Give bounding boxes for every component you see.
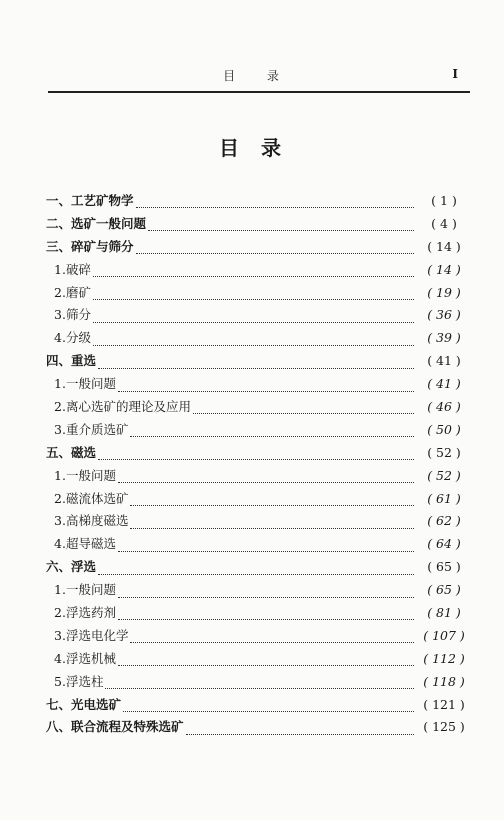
toc-entry-number: 3. — [54, 513, 66, 529]
toc-leader-dots — [130, 519, 414, 529]
toc-entry-number: 一、 — [46, 193, 72, 208]
toc-entry-number: 八、 — [46, 719, 72, 735]
toc-entry-page: ( 64 ) — [427, 536, 461, 552]
toc-entry-label: 光电选矿 — [71, 696, 122, 712]
toc-leader-dots — [130, 427, 414, 437]
toc-chapter-entry[interactable] — [46, 350, 472, 373]
toc-leader-dots — [98, 359, 414, 369]
toc-entry-label: 磁流体选矿 — [65, 490, 129, 506]
toc-chapter-entry[interactable] — [46, 556, 472, 579]
toc-entry-page: ( 65 ) — [427, 582, 461, 598]
toc-entry-label: 浮选机械 — [65, 650, 116, 666]
toc-section-entry[interactable] — [46, 602, 472, 625]
toc-entry-number: 2. — [54, 605, 66, 621]
toc-entry-label: 一般问题 — [65, 376, 116, 392]
toc-chapter-entry[interactable] — [46, 442, 472, 465]
toc-entry-page: ( 39 ) — [427, 330, 461, 346]
toc-leader-dots — [118, 610, 414, 620]
toc-entry-page: ( 46 ) — [427, 399, 461, 415]
toc-leader-dots — [130, 496, 414, 506]
toc-entry-page: ( 4 ) — [431, 215, 457, 231]
toc-entry-label: 浮选柱 — [65, 673, 104, 689]
toc-leader-dots — [93, 336, 414, 346]
toc-entry-number: 五、 — [46, 444, 72, 460]
toc-entry-label: 浮选 — [71, 559, 97, 575]
toc-entry-page: ( 81 ) — [427, 605, 461, 621]
toc-leader-dots — [136, 244, 414, 254]
toc-section-entry[interactable] — [46, 419, 472, 442]
toc-chapter-entry[interactable] — [46, 236, 472, 259]
toc-entry-page: ( 52 ) — [427, 444, 461, 460]
toc-entry-number: 2. — [54, 399, 66, 415]
toc-leader-dots — [118, 588, 414, 598]
toc-entry-page: ( 41 ) — [427, 353, 461, 369]
toc-entry-label: 浮选药剂 — [65, 605, 116, 621]
toc-entry-page: ( 1 ) — [431, 193, 457, 208]
toc-entry-number: 三、 — [46, 238, 72, 254]
toc-entry-page: ( 36 ) — [427, 307, 461, 323]
toc-section-entry[interactable] — [46, 396, 472, 419]
toc-entry-label: 高梯度磁选 — [65, 513, 129, 529]
toc-entry-number: 七、 — [46, 696, 72, 712]
toc-entry-number: 六、 — [46, 559, 72, 575]
toc-section-entry[interactable] — [46, 671, 472, 694]
toc-entry-page: ( 41 ) — [427, 376, 461, 392]
toc-leader-dots — [193, 404, 414, 414]
toc-chapter-entry[interactable] — [46, 213, 472, 236]
toc-section-entry[interactable] — [46, 510, 472, 533]
toc-entry-page: ( 62 ) — [427, 513, 461, 529]
toc-section-entry[interactable] — [46, 648, 472, 671]
toc-entry-number: 3. — [54, 421, 66, 437]
toc-section-entry[interactable] — [46, 304, 472, 327]
table-of-contents — [46, 190, 472, 739]
toc-chapter-entry[interactable] — [46, 190, 472, 213]
toc-leader-dots — [118, 382, 414, 392]
toc-leader-dots — [105, 679, 414, 689]
toc-entry-label: 碎矿与筛分 — [71, 238, 134, 254]
toc-entry-label: 一般问题 — [65, 467, 116, 483]
toc-entry-number: 二、 — [46, 215, 72, 231]
page-title: 目录 — [219, 136, 303, 160]
toc-entry-label: 选矿一般问题 — [71, 215, 147, 231]
toc-section-entry[interactable] — [46, 533, 472, 556]
toc-leader-dots — [118, 542, 414, 552]
toc-leader-dots — [98, 565, 414, 575]
toc-entry-label: 磁选 — [71, 444, 97, 460]
toc-entry-label: 筛分 — [65, 307, 91, 323]
toc-entry-number: 四、 — [46, 353, 72, 369]
toc-entry-number: 5. — [54, 673, 66, 689]
toc-chapter-entry[interactable] — [46, 694, 472, 717]
toc-leader-dots — [93, 290, 414, 300]
toc-section-entry[interactable] — [46, 282, 472, 305]
toc-section-entry[interactable] — [46, 579, 472, 602]
toc-entry-page: ( 50 ) — [427, 421, 461, 437]
toc-entry-label: 重选 — [71, 353, 97, 369]
toc-chapter-entry[interactable] — [46, 716, 472, 739]
toc-entry-number: 4. — [54, 330, 66, 346]
toc-section-entry[interactable] — [46, 465, 472, 488]
toc-section-entry[interactable] — [46, 373, 472, 396]
toc-entry-page: ( 61 ) — [427, 490, 461, 506]
toc-entry-number: 1. — [54, 582, 66, 598]
toc-leader-dots — [118, 656, 414, 666]
toc-entry-page: ( 19 ) — [427, 284, 461, 300]
toc-entry-page: ( 52 ) — [427, 467, 461, 483]
toc-entry-label: 破碎 — [65, 261, 91, 277]
toc-section-entry[interactable] — [46, 259, 472, 282]
toc-leader-dots — [118, 473, 414, 483]
toc-entry-number: 1. — [54, 376, 66, 392]
toc-entry-page: ( 65 ) — [427, 559, 461, 575]
toc-entry-label: 联合流程及特殊选矿 — [71, 719, 184, 735]
toc-section-entry[interactable] — [46, 327, 472, 350]
toc-entry-label: 重介质选矿 — [65, 421, 129, 437]
running-head-page-number: I — [452, 67, 458, 81]
toc-entry-label: 磨矿 — [65, 284, 91, 300]
toc-leader-dots — [148, 221, 414, 231]
toc-entry-label: 浮选电化学 — [65, 627, 129, 643]
toc-entry-label: 分级 — [65, 330, 91, 346]
toc-entry-number: 3. — [54, 307, 66, 323]
toc-entry-number: 4. — [54, 650, 66, 666]
toc-entry-number: 3. — [54, 627, 66, 643]
toc-entry-page: ( 121 ) — [423, 696, 465, 712]
toc-leader-dots — [136, 198, 414, 208]
toc-section-entry[interactable] — [46, 625, 472, 648]
toc-leader-dots — [93, 267, 414, 277]
toc-section-entry[interactable] — [46, 488, 472, 511]
toc-entry-page: ( 112 ) — [423, 650, 465, 666]
toc-leader-dots — [123, 702, 414, 712]
toc-entry-page: ( 107 ) — [423, 627, 465, 643]
toc-entry-page: ( 14 ) — [427, 261, 461, 277]
toc-entry-number: 2. — [54, 490, 66, 506]
toc-leader-dots — [186, 725, 414, 735]
toc-entry-number: 1. — [54, 467, 66, 483]
toc-entry-number: 1. — [54, 261, 66, 277]
toc-leader-dots — [93, 313, 414, 323]
header-rule — [48, 91, 470, 93]
toc-entry-page: ( 14 ) — [427, 238, 461, 254]
toc-entry-label: 超导磁选 — [65, 536, 116, 552]
running-head — [48, 64, 468, 86]
toc-entry-label: 一般问题 — [65, 582, 116, 598]
toc-entry-page: ( 125 ) — [423, 719, 465, 735]
toc-entry-number: 2. — [54, 284, 66, 300]
running-head-title: 目 录 — [223, 69, 293, 83]
toc-entry-number: 4. — [54, 536, 66, 552]
toc-entry-label: 工艺矿物学 — [71, 193, 134, 208]
toc-leader-dots — [98, 450, 414, 460]
toc-entry-label: 离心选矿的理论及应用 — [65, 399, 191, 415]
toc-leader-dots — [130, 633, 414, 643]
toc-entry-page: ( 118 ) — [423, 673, 465, 689]
